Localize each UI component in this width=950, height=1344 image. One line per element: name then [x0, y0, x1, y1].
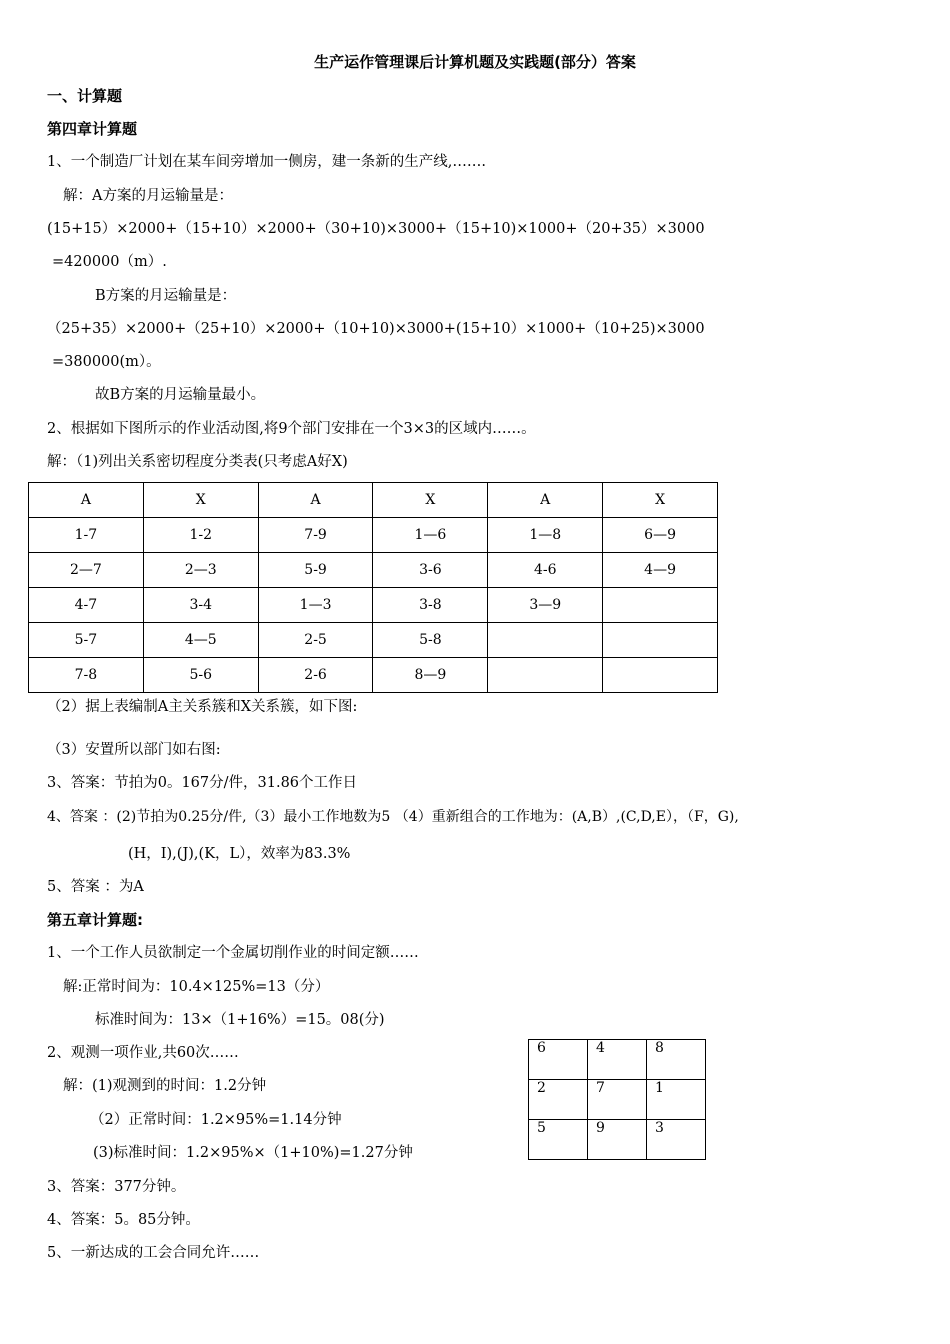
table-header-cell: X	[143, 483, 258, 518]
table-cell: 4—9	[603, 553, 718, 588]
ch5-q4: 4、答案：5。85分钟。	[47, 1212, 200, 1228]
table-cell: 2—3	[143, 553, 258, 588]
page-title: 生产运作管理课后计算机题及实践题(部分）答案	[314, 53, 636, 71]
table-cell: 6—9	[603, 518, 718, 553]
ch4-q3: 3、答案：节拍为0。167分/件，31.86个工作日	[47, 775, 358, 791]
table-cell: 5-9	[258, 553, 373, 588]
ch4-q1-a-intro: 解：A方案的月运输量是：	[63, 188, 233, 204]
ch4-q1: 1、一个制造厂计划在某车间旁增加一侧房，建一条新的生产线,…….	[47, 154, 486, 170]
table-cell: 2-5	[258, 623, 373, 658]
ch4-q2-step3: （3）安置所以部门如右图:	[47, 742, 221, 758]
table-header-cell: X	[603, 483, 718, 518]
grid-cell: 4	[588, 1040, 647, 1080]
table-row	[29, 658, 718, 693]
ch4-q1-conclusion: 故B方案的月运输量最小。	[95, 387, 266, 403]
grid-cell: 8	[647, 1040, 706, 1080]
chapter4-heading: 第四章计算题	[47, 120, 138, 138]
table-header-row	[29, 483, 718, 518]
ch5-q2: 2、观测一项作业,共60次……	[47, 1045, 239, 1061]
table-cell: 4—5	[143, 623, 258, 658]
ch4-q4-line2: (H，I),(J),(K，L），效率为83.3%	[128, 846, 351, 862]
table-cell: 7-9	[258, 518, 373, 553]
grid-cell: 5	[529, 1120, 588, 1160]
table-cell: 3—9	[488, 588, 603, 623]
ch5-q1: 1、一个工作人员欲制定一个金属切削作业的时间定额……	[47, 945, 419, 961]
table-cell: 2—7	[29, 553, 144, 588]
ch5-q1-b: 标准时间为：13×（1+16%）=15。08(分)	[95, 1012, 385, 1028]
table-cell	[603, 658, 718, 693]
grid-cell: 9	[588, 1120, 647, 1160]
table-cell: 2-6	[258, 658, 373, 693]
ch4-q1-b-result: =380000(m）。	[52, 354, 161, 370]
table-header-cell: X	[373, 483, 488, 518]
grid-cell: 7	[588, 1080, 647, 1120]
grid-row	[529, 1120, 706, 1160]
chapter5-heading: 第五章计算题:	[47, 911, 143, 929]
table-header-cell: A	[488, 483, 603, 518]
grid-cell: 1	[647, 1080, 706, 1120]
relationship-table	[28, 482, 718, 693]
ch4-q2-step2: （2）据上表编制A主关系簇和X关系簇，如下图:	[47, 699, 358, 715]
table-cell: 5-8	[373, 623, 488, 658]
table-cell: 3-6	[373, 553, 488, 588]
table-cell: 4-6	[488, 553, 603, 588]
grid-cell: 2	[529, 1080, 588, 1120]
table-cell	[488, 658, 603, 693]
table-header-cell: A	[258, 483, 373, 518]
ch4-q4-line1: 4、答案 ：(2)节拍为0.25分/件,（3）最小工作地数为5 （4）重新组合的工作地为：(A,B）,(C,D,E），（F，G),	[47, 809, 739, 825]
ch4-q1-b-intro: B方案的月运输量是：	[95, 288, 237, 304]
table-cell	[603, 623, 718, 658]
table-cell: 1-2	[143, 518, 258, 553]
table-cell: 7-8	[29, 658, 144, 693]
ch5-q2-b: （2）正常时间：1.2×95%=1.14分钟	[90, 1112, 342, 1128]
ch5-q2-a: 解：(1)观测到的时间：1.2分钟	[63, 1078, 267, 1094]
table-cell: 1—6	[373, 518, 488, 553]
table-cell: 5-6	[143, 658, 258, 693]
table-cell: 3-8	[373, 588, 488, 623]
ch4-q2: 2、根据如下图所示的作业活动图,将9个部门安排在一个3×3的区域内……。	[47, 421, 536, 437]
table-cell: 1-7	[29, 518, 144, 553]
table-cell: 8—9	[373, 658, 488, 693]
table-row	[29, 623, 718, 658]
ch5-q5: 5、一新达成的工会合同允许……	[47, 1245, 260, 1261]
department-layout-grid	[528, 1039, 706, 1160]
grid-row	[529, 1080, 706, 1120]
table-cell: 4-7	[29, 588, 144, 623]
table-row	[29, 588, 718, 623]
ch4-q5: 5、答案 ：为A	[47, 879, 144, 895]
grid-cell: 3	[647, 1120, 706, 1160]
section-heading: 一、计算题	[47, 87, 123, 105]
table-cell: 1—3	[258, 588, 373, 623]
ch4-q2-step1: 解：（1)列出关系密切程度分类表(只考虑A好X)	[47, 454, 348, 470]
ch5-q2-c: (3)标准时间：1.2×95%×（1+10%)=1.27分钟	[93, 1145, 413, 1161]
ch4-q1-a-result: =420000（m）.	[52, 254, 167, 270]
table-row	[29, 518, 718, 553]
table-header-cell: A	[29, 483, 144, 518]
table-cell: 5-7	[29, 623, 144, 658]
grid-cell: 6	[529, 1040, 588, 1080]
table-row	[29, 553, 718, 588]
table-cell: 1—8	[488, 518, 603, 553]
table-cell: 3-4	[143, 588, 258, 623]
ch4-q1-b-formula: （25+35）×2000+（25+10）×2000+（10+10)×3000+(15+10）×1000+（10+25)×3000	[47, 321, 705, 337]
table-cell	[603, 588, 718, 623]
grid-row	[529, 1040, 706, 1080]
ch5-q1-a: 解:正常时间为：10.4×125%=13（分）	[63, 979, 330, 995]
ch5-q3: 3、答案：377分钟。	[47, 1179, 186, 1195]
table-cell	[488, 623, 603, 658]
ch4-q1-a-formula: (15+15）×2000+（15+10）×2000+（30+10)×3000+（15+10)×1000+（20+35）×3000	[47, 221, 705, 237]
